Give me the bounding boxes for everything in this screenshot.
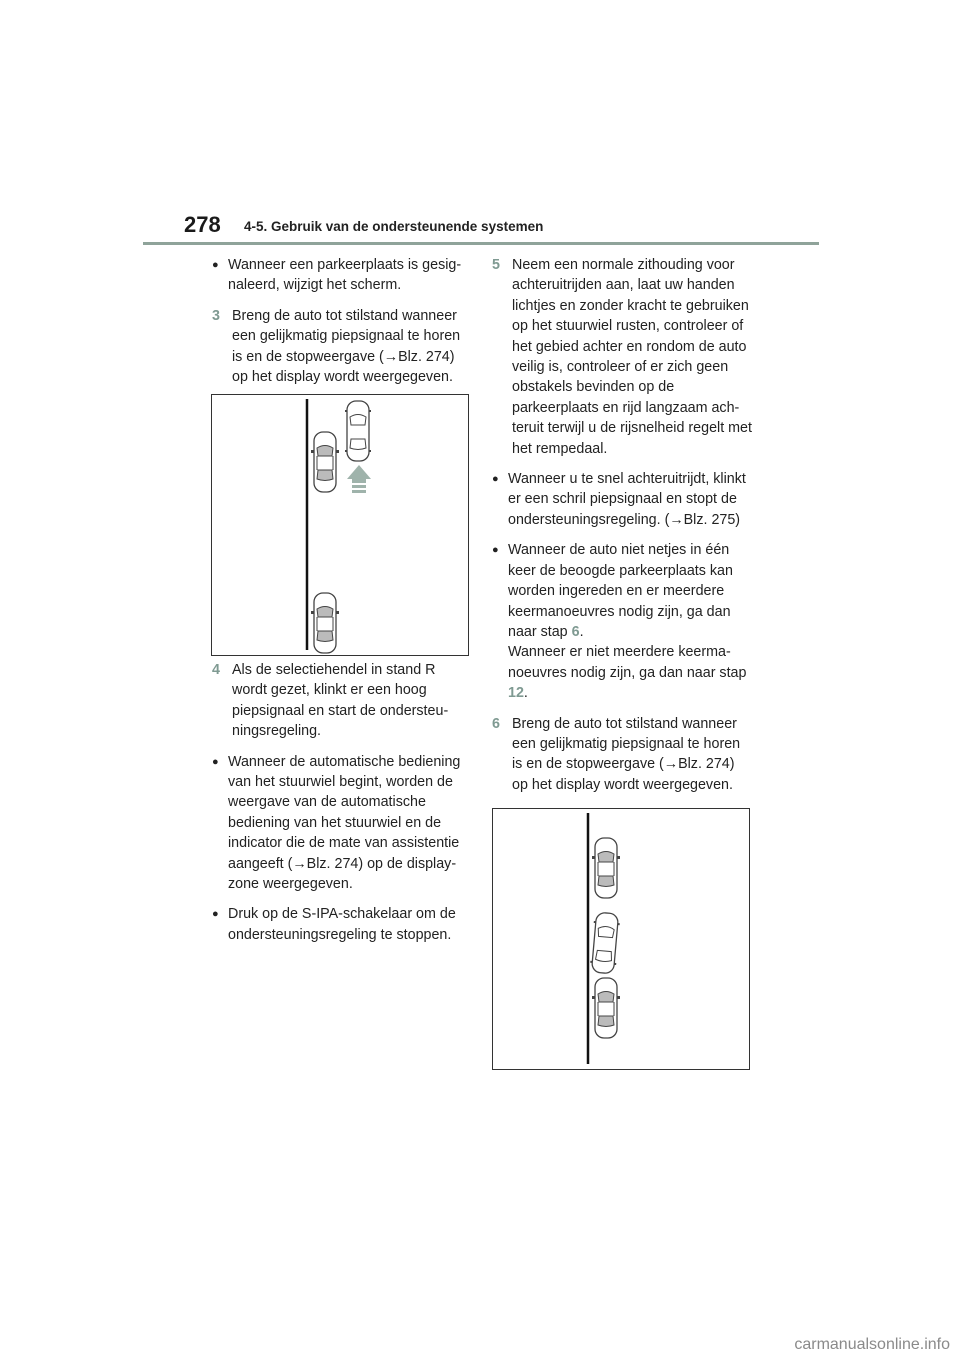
bullet-icon: ● (212, 908, 219, 921)
parking-diagram (212, 395, 468, 655)
step-number: 6 (492, 715, 500, 732)
step-reference: 6 (571, 623, 580, 640)
own-car-icon (345, 401, 371, 461)
step-number: 5 (492, 257, 500, 273)
parked-car-icon (311, 593, 339, 653)
left-column-bottom (212, 660, 470, 945)
step-number: 3 (212, 307, 220, 324)
header-rule (143, 242, 819, 245)
step-text: Als de selectiehendel in stand R wordt gezet, klinkt er een hoog piepsignaal en start de ondersteuningsregeling. (232, 662, 449, 740)
parked-car-icon (311, 432, 339, 492)
bullet-icon: ● (212, 259, 219, 271)
page-number: 278 (184, 212, 221, 237)
bullet-item (212, 904, 470, 945)
bullet-icon: ● (212, 755, 219, 768)
bullet-text: Wanneer een parkeerplaats is gesignaleerd, wijzigt het scherm. (228, 257, 462, 294)
footer-watermark: carmanualsonline.info (794, 1336, 950, 1353)
left-column-top (212, 255, 470, 387)
figure-parking-step-3 (211, 394, 469, 656)
step-6 (492, 714, 754, 796)
bullet-text-part: Wanneer de auto niet netjes in één keer de beoogde parkeerplaats kan worden ingereden en er meerdere keermanoeuvres nodig zijn, ga dan naar stap (508, 542, 733, 640)
step-3 (212, 306, 470, 388)
step-5 (492, 255, 754, 459)
bullet-text: Wanneer de auto niet netjes in één keer de beoogde parkeerplaats kan worden ingereden en er meerdere keermanoeuvres nodig zijn, ga dan naar stap 6. Wanneer er niet meerdere keermanoeuvres nodig zijn, ga dan naar stap 12. (508, 542, 747, 702)
own-car-icon (589, 912, 620, 974)
bullet-text: Druk op de S-IPA-schakelaar om de ondersteuningsregeling te stoppen. (228, 906, 456, 943)
step-text: Neem een normale zithouding voor achteruitrijden aan, laat uw handen lichtjes en zonder kracht te gebruiken op het stuurwiel rusten, controleer of het gebied achter en rondom de auto veilig is, controleer of er zich geen obstakels bevinden op de parkeerplaats en rijd langzaam achteruit terwijl u de rijsnelheid regelt met het rempedaal. (512, 257, 752, 457)
section-title: 4-5. Gebruik van de ondersteunende systemen (244, 219, 544, 234)
bullet-icon: ● (492, 544, 499, 557)
parked-car-icon (592, 838, 620, 898)
step-text: Breng de auto tot stilstand wanneer een gelijkmatig piepsignaal te horen is en de stopweergave (→Blz. 274) op het display wordt weergegeven. (232, 307, 461, 386)
bullet-text-part: Wanneer er niet meerdere keermanoeuvres nodig zijn, ga dan naar stap (508, 644, 747, 681)
figure-parking-step-6 (492, 808, 750, 1070)
parking-diagram (493, 809, 749, 1069)
bullet-text: Wanneer de automatische bediening van het stuurwiel begint, worden de weergave van de automatische bediening van het stuurwiel en de indicator die de mate van assistentie aangeeft (→Blz. 274) op de displayzone weergegeven. (228, 753, 461, 893)
bullet-item (212, 255, 470, 296)
right-column (492, 255, 754, 795)
bullet-text: Wanneer u te snel achteruitrijdt, klinkt er een schril piepsignaal en stopt de ondersteuningsregeling. (→Blz. 275) (508, 471, 746, 528)
parked-car-icon (592, 978, 620, 1038)
step-reference: 12 (508, 685, 524, 702)
step-4 (212, 660, 470, 742)
step-number: 4 (212, 662, 220, 678)
bullet-item (492, 540, 754, 703)
bullet-icon: ● (492, 473, 499, 486)
bullet-item (212, 752, 470, 895)
bullet-item (492, 469, 754, 530)
step-text: Breng de auto tot stilstand wanneer een gelijkmatig piepsignaal te horen is en de stopweergave (→Blz. 274) op het display wordt weergegeven. (512, 715, 741, 793)
reverse-arrow-icon (347, 465, 371, 493)
